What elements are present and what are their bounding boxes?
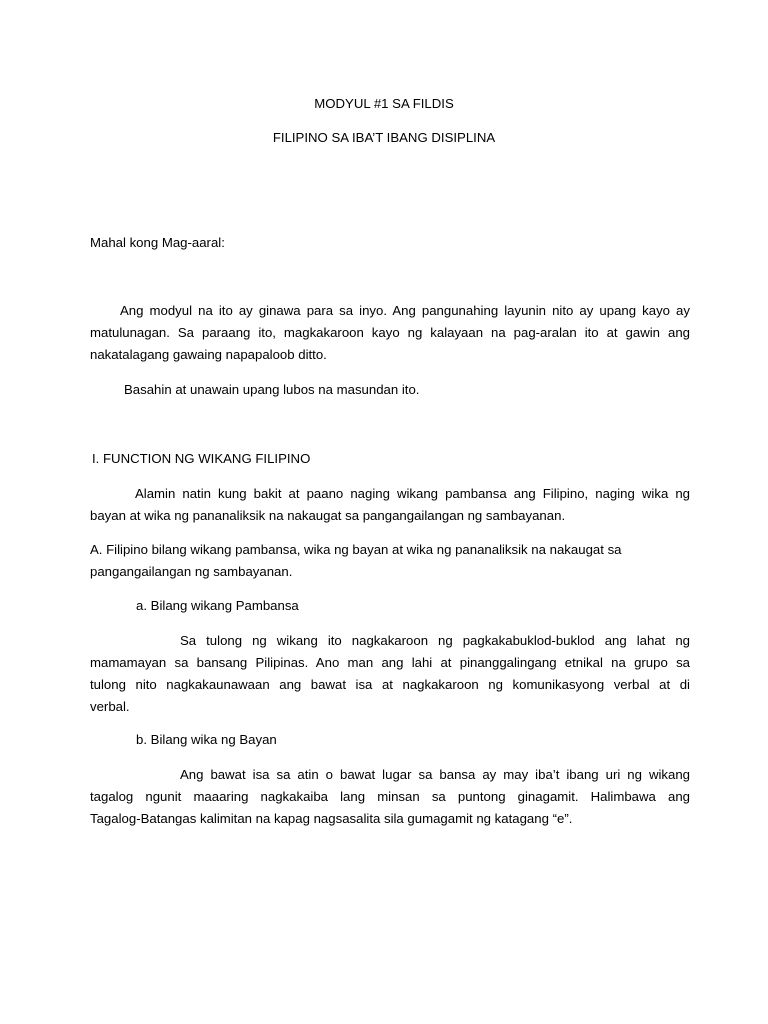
item-a-paragraph: [90, 630, 690, 718]
item-a-paragraph-line: tulong nito nagkakaunawaan ang bawat isa at nagkakaroon ng komunikasyong verbal at di: [90, 677, 690, 692]
item-b-paragraph-line: Ang bawat isa sa atin o bawat lugar sa bansa ay may iba’t ibang uri ng wikang: [180, 767, 690, 782]
section-paragraph-line: Alamin natin kung bakit at paano naging wikang pambansa ang Filipino, naging wika ng: [135, 486, 690, 501]
section-heading: I. FUNCTION NG WIKANG FILIPINO: [92, 451, 311, 466]
item-a-paragraph-line: Sa tulong ng wikang ito nagkakaroon ng pagkakabuklod-buklod ang lahat ng: [180, 633, 690, 648]
item-a-heading: a. Bilang wikang Pambansa: [136, 598, 299, 613]
intro-paragraph-line: Ang modyul na ito ay ginawa para sa inyo. Ang pangunahing layunin nito ay upang kayo ay: [120, 303, 690, 318]
salutation: Mahal kong Mag-aaral:: [90, 235, 225, 250]
item-b-paragraph: [90, 764, 690, 830]
subsection-a-heading-line: A. Filipino bilang wikang pambansa, wika ng bayan at wika ng pananaliksik na nakaugat sa: [90, 542, 622, 557]
item-b-paragraph-line: Tagalog-Batangas kalimitan na kapag nagsasalita sila gumagamit ng katagang “e”.: [90, 811, 573, 826]
intro-paragraph-line: matulunagan. Sa paraang ito, magkakaroon kayo ng kalayaan na pag-aralan ito at gawin ang: [90, 325, 690, 340]
item-b-paragraph-line: tagalog ngunit maaaring nagkakaiba lang minsan sa puntong ginagamit. Halimbawa ang: [90, 789, 690, 804]
subsection-a-heading: [90, 539, 690, 583]
item-b-heading: b. Bilang wika ng Bayan: [136, 732, 277, 747]
section-paragraph: [90, 483, 690, 527]
document-title: MODYUL #1 SA FILDIS: [314, 96, 454, 111]
subsection-a-heading-line: pangangailangan ng sambayanan.: [90, 564, 293, 579]
intro-paragraph: [90, 300, 690, 366]
intro-instruction: Basahin at unawain upang lubos na masundan ito.: [124, 382, 420, 397]
section-paragraph-line: bayan at wika ng pananaliksik na nakaugat sa pangangailangan ng sambayanan.: [90, 508, 566, 523]
intro-paragraph-line: nakatalagang gawaing napapaloob ditto.: [90, 347, 327, 362]
document-subtitle: FILIPINO SA IBA’T IBANG DISIPLINA: [272, 130, 496, 145]
item-a-paragraph-line: mamamayan sa bansang Pilipinas. Ano man ang lahi at pinanggalingang etnikal na grupo sa: [90, 655, 690, 670]
item-a-paragraph-line: verbal.: [90, 699, 130, 714]
